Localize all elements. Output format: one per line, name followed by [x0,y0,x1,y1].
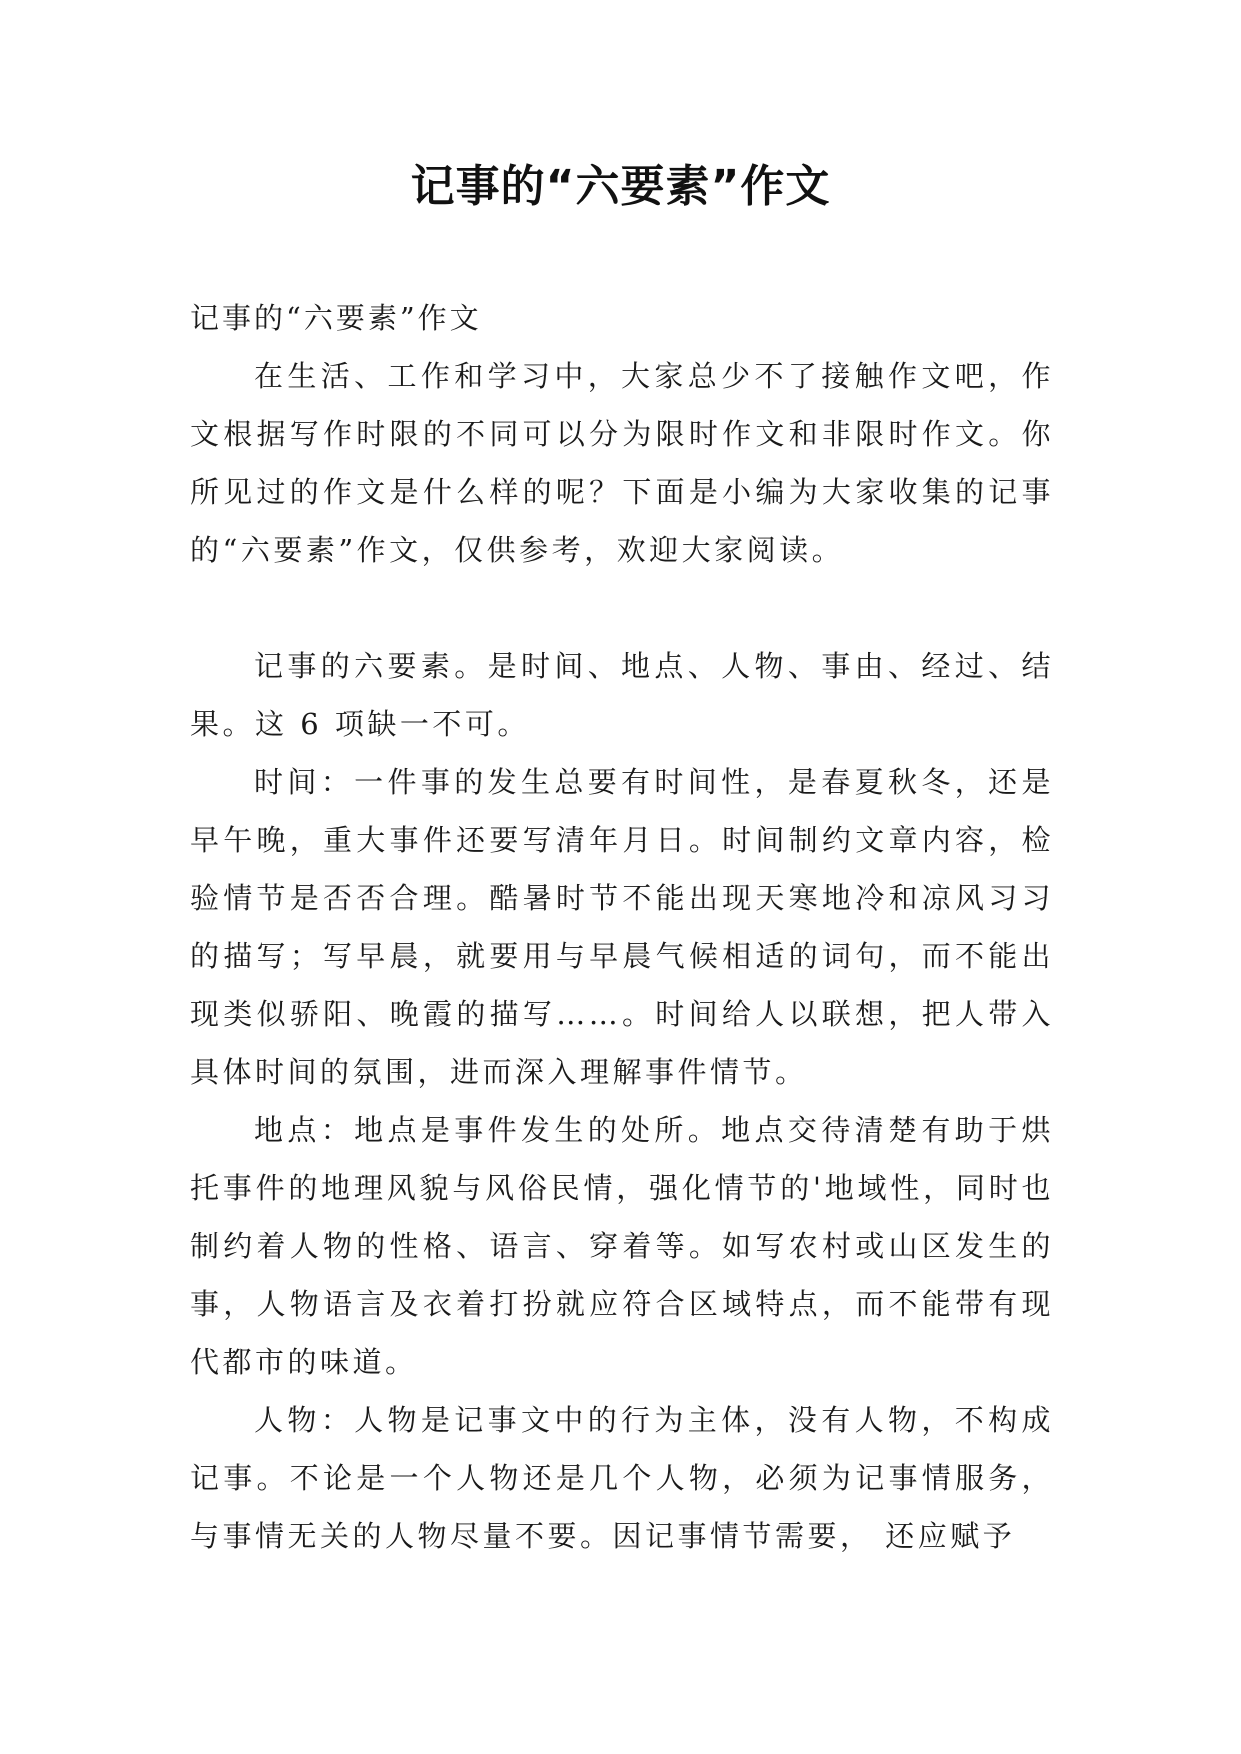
document-title: 记事的“六要素”作文 [410,161,831,212]
paragraph-time: 时间：一件事的发生总要有时间性，是春夏秋冬，还是早午晚，重大事件还要写清年月日。时间制约文章内容，检验情节是否否合理。酷暑时节不能出现天寒地冷和凉风习习的描写；写早晨，就要用与早晨气候相适的词句，而不能出现类似骄阳、晚霞的描写……。时间给人以联想，把人带入具体时间的氛围，进而深入理解事件情节。 [190,765,1054,1089]
paragraph-intro: 在生活、工作和学习中，大家总少不了接触作文吧，作文根据写作时限的不同可以分为限时作文和非限时作文。你所见过的作文是什么样的呢？下面是小编为大家收集的记事的“六要素”作文，仅供参考，欢迎大家阅读。 [190,359,1054,567]
paragraph-person: 人物：人物是记事文中的行为主体，没有人物，不构成记事。不论是一个人物还是几个人物，必须为记事情服务，与事情无关的人物尽量不要。因记事情节需要， 还应赋予 [190,1403,1054,1553]
paragraph-six-elements: 记事的六要素。是时间、地点、人物、事由、经过、结果。这 6 项缺一不可。 [190,649,1054,741]
paragraph-place: 地点：地点是事件发生的处所。地点交待清楚有助于烘托事件的地理风貌与风俗民情，强化情节的'地域性，同时也制约着人物的性格、语言、穿着等。如写农村或山区发生的事，人物语言及衣着打扮就应符合区域特点，而不能带有现代都市的味道。 [190,1113,1054,1379]
document-body [190,289,1054,1565]
document-subtitle: 记事的“六要素”作文 [190,301,482,335]
